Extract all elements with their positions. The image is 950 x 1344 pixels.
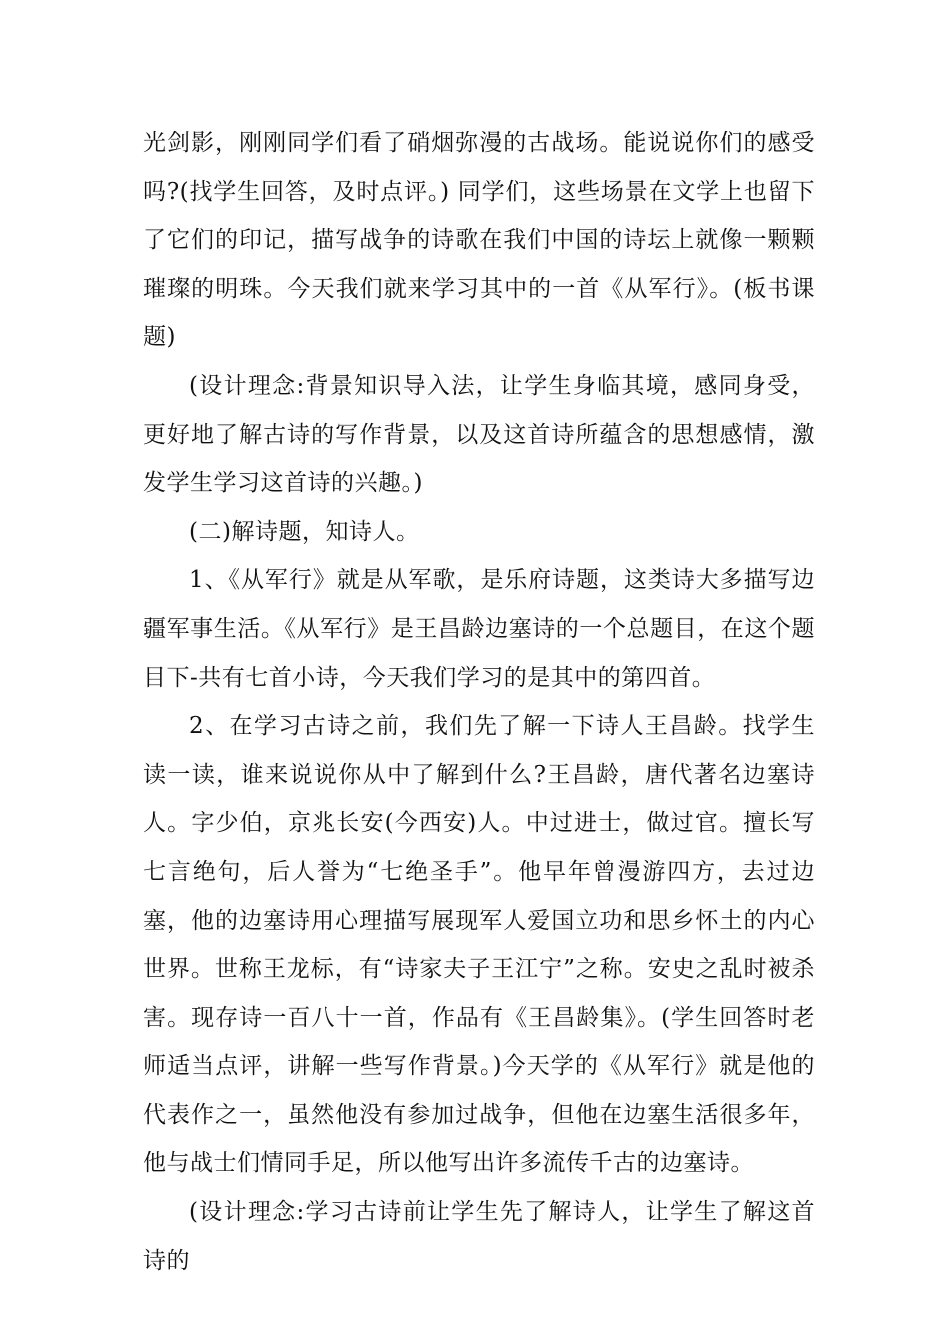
section-heading-poem-and-poet: (二)解诗题，知诗人。 xyxy=(189,518,420,545)
paragraph-design-concept-2: (设计理念:学习古诗前让学生先了解诗人，让学生了解这首诗的 xyxy=(143,1199,815,1274)
document-body xyxy=(143,119,815,1285)
paragraph-poet-intro: 2、在学习古诗之前，我们先了解一下诗人王昌龄。找学生读一读，谁来说说你从中了解到什么?王昌龄，唐代著名边塞诗人。字少伯，京兆长安(今西安)人。中过进士，做过官。擅长写七言绝句，后人誉为“七绝圣手”。他早年曾漫游四方，去过边塞，他的边塞诗用心理描写展现军人爱国立功和思乡怀土的内心世界。世称王龙标，有“诗家夫子王江宁”之称。安史之乱时被杀害。现存诗一百八十一首，作品有《王昌龄集》。(学生回答时老师适当点评，讲解一些写作背景。)今天学的《从军行》就是他的代表作之一，虽然他没有参加过战争，但他在边塞生活很多年，他与战士们情同手足，所以他写出许多流传千古的边塞诗。 xyxy=(143,713,815,1177)
paragraph-design-concept-1: (设计理念:背景知识导入法，让学生身临其境，感同身受，更好地了解古诗的写作背景，以及这首诗所蕴含的思想感情，激发学生学习这首诗的兴趣。) xyxy=(143,372,815,497)
paragraph-intro-continuation: 光剑影，刚刚同学们看了硝烟弥漫的古战场。能说说你们的感受吗?(找学生回答，及时点评。) 同学们，这些场景在文学上也留下了它们的印记，描写战争的诗歌在我们中国的诗坛上就像一颗颗璀璨的明珠。今天我们就来学习其中的一首《从军行》。(板书课题) xyxy=(143,130,815,351)
paragraph-poem-title: 1、《从军行》就是从军歌，是乐府诗题，这类诗大多描写边疆军事生活。《从军行》是王昌龄边塞诗的一个总题目，在这个题目下-共有七首小诗，今天我们学习的是其中的第四首。 xyxy=(143,567,815,691)
